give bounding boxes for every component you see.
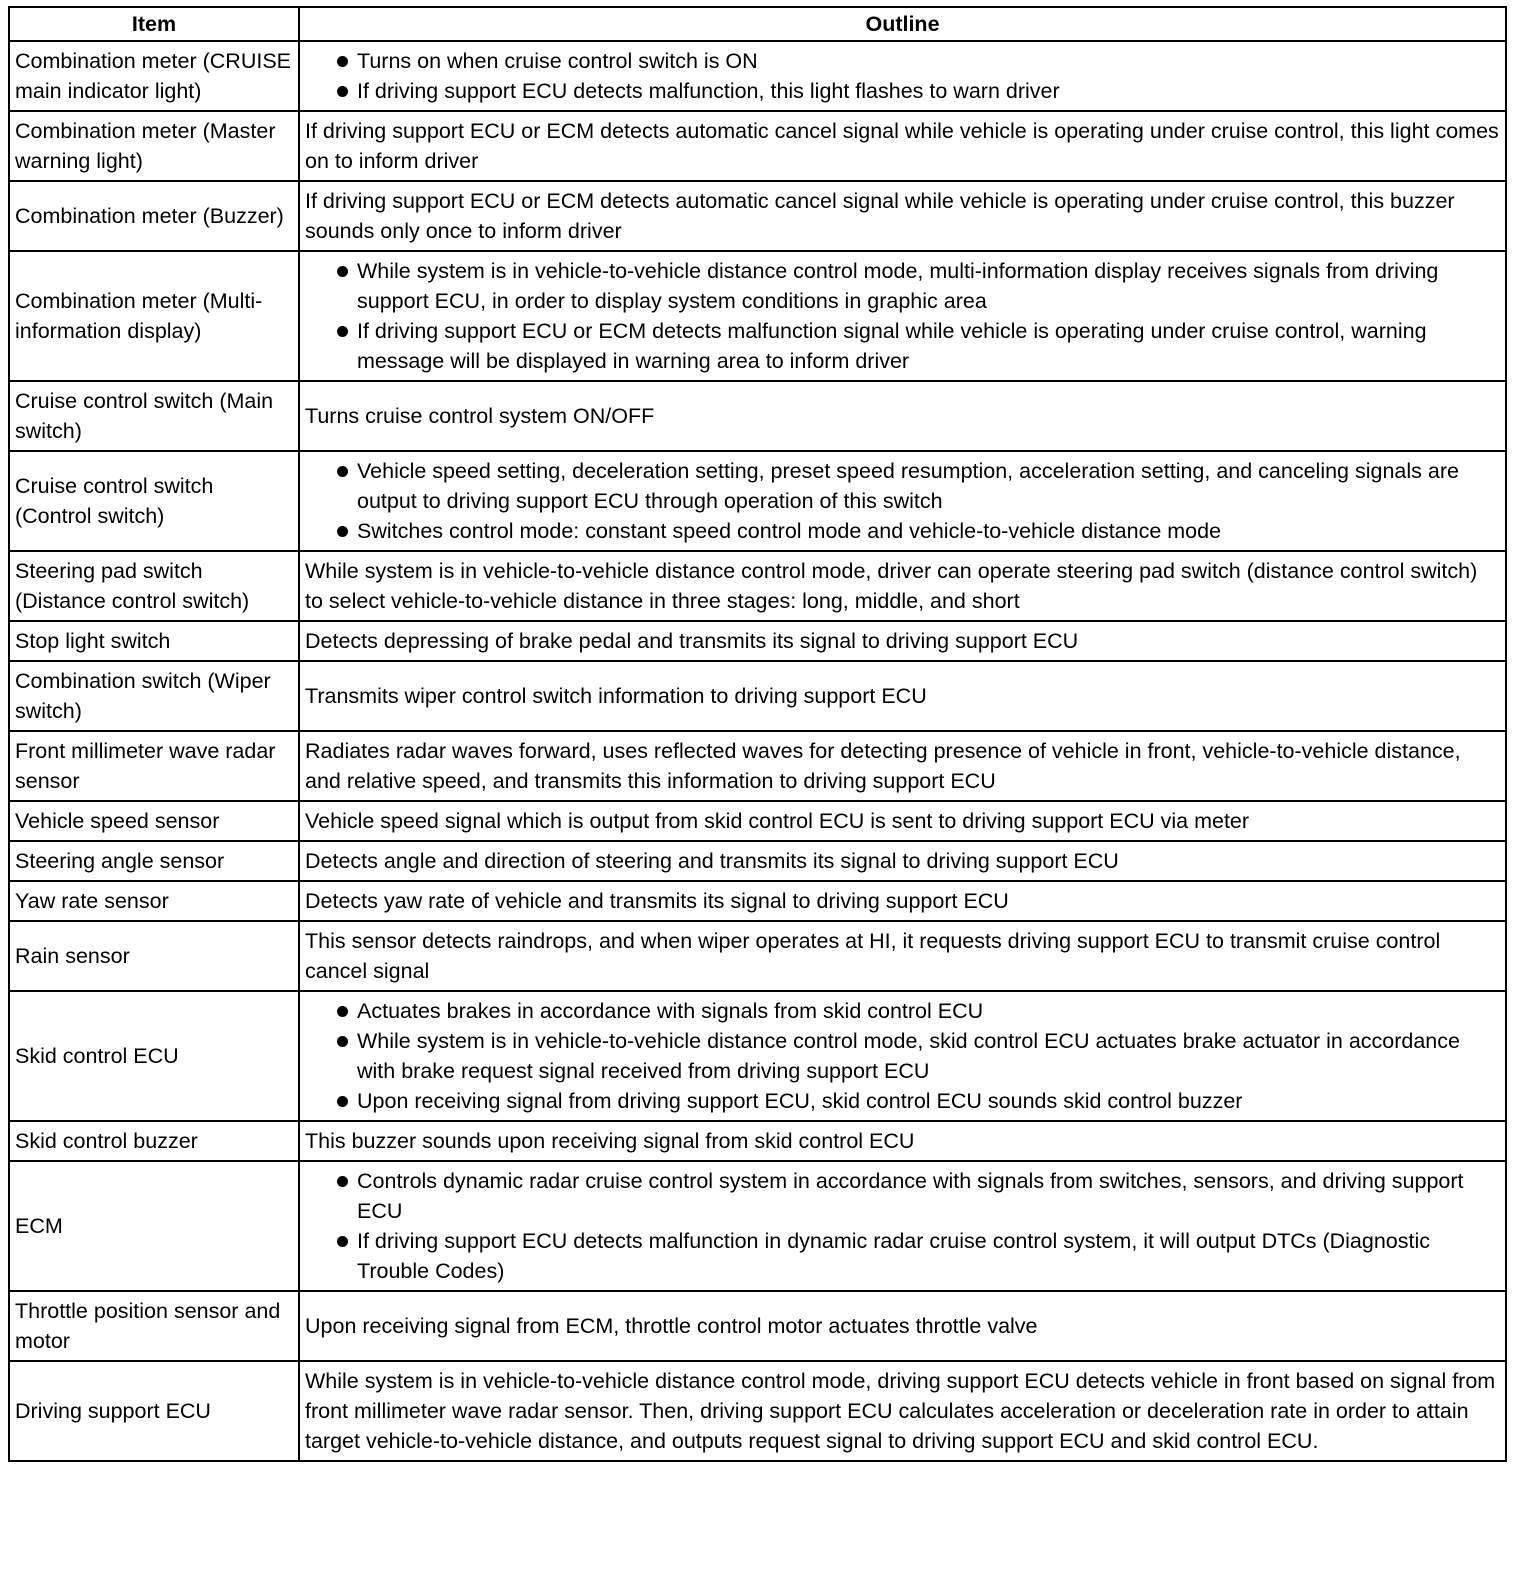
table-row	[9, 111, 1506, 181]
outline-bullet-list	[305, 1166, 1499, 1286]
table-row	[9, 621, 1506, 661]
table-row	[9, 551, 1506, 621]
outline-bullet-item: Upon receiving signal from driving support ECU, skid control ECU sounds skid control buzzer	[337, 1086, 1499, 1116]
table-row	[9, 1291, 1506, 1361]
table-body	[9, 41, 1506, 1461]
item-cell: Combination meter (CRUISE main indicator light)	[9, 41, 299, 111]
table-row	[9, 991, 1506, 1121]
item-cell: Steering angle sensor	[9, 841, 299, 881]
table-row	[9, 731, 1506, 801]
table-row	[9, 801, 1506, 841]
outline-bullet-item: If driving support ECU or ECM detects malfunction signal while vehicle is operating under cruise control, warning message will be displayed in warning area to inform driver	[337, 316, 1499, 376]
outline-cell: If driving support ECU or ECM detects automatic cancel signal while vehicle is operating under cruise control, this light comes on to inform driver	[299, 111, 1506, 181]
item-cell: Rain sensor	[9, 921, 299, 991]
table-row	[9, 251, 1506, 381]
table-row	[9, 41, 1506, 111]
item-cell: Vehicle speed sensor	[9, 801, 299, 841]
outline-bullet-list	[305, 456, 1499, 546]
item-cell: Driving support ECU	[9, 1361, 299, 1461]
item-cell: Combination meter (Multi-information display)	[9, 251, 299, 381]
table-row	[9, 881, 1506, 921]
outline-cell	[299, 41, 1506, 111]
outline-cell: Transmits wiper control switch information to driving support ECU	[299, 661, 1506, 731]
outline-bullet-list	[305, 256, 1499, 376]
table-row	[9, 1361, 1506, 1461]
item-cell: Stop light switch	[9, 621, 299, 661]
outline-bullet-item: Controls dynamic radar cruise control system in accordance with signals from switches, sensors, and driving support ECU	[337, 1166, 1499, 1226]
header-row	[9, 7, 1506, 41]
item-cell: Combination meter (Master warning light)	[9, 111, 299, 181]
outline-cell	[299, 251, 1506, 381]
outline-bullet-item: Actuates brakes in accordance with signals from skid control ECU	[337, 996, 1499, 1026]
outline-cell	[299, 1161, 1506, 1291]
outline-cell: This buzzer sounds upon receiving signal from skid control ECU	[299, 1121, 1506, 1161]
outline-bullet-item: If driving support ECU detects malfunction in dynamic radar cruise control system, it will output DTCs (Diagnostic Trouble Codes)	[337, 1226, 1499, 1286]
outline-cell: Turns cruise control system ON/OFF	[299, 381, 1506, 451]
components-table	[8, 6, 1507, 1462]
outline-cell	[299, 991, 1506, 1121]
outline-cell: Vehicle speed signal which is output from skid control ECU is sent to driving support ECU via meter	[299, 801, 1506, 841]
outline-column-header: Outline	[299, 7, 1506, 41]
item-cell: ECM	[9, 1161, 299, 1291]
item-cell: Yaw rate sensor	[9, 881, 299, 921]
outline-cell: While system is in vehicle-to-vehicle distance control mode, driving support ECU detects vehicle in front based on signal from front millimeter wave radar sensor. Then, driving support ECU calculates acceleration or deceleration rate in order to attain target vehicle-to-vehicle distance, and outputs request signal to driving support ECU and skid control ECU.	[299, 1361, 1506, 1461]
item-cell: Combination meter (Buzzer)	[9, 181, 299, 251]
table-row	[9, 921, 1506, 991]
table-row	[9, 1161, 1506, 1291]
item-column-header: Item	[9, 7, 299, 41]
table-row	[9, 661, 1506, 731]
table-row	[9, 451, 1506, 551]
outline-bullet-item: If driving support ECU detects malfunction, this light flashes to warn driver	[337, 76, 1499, 106]
outline-cell: While system is in vehicle-to-vehicle distance control mode, driver can operate steering pad switch (distance control switch) to select vehicle-to-vehicle distance in three stages: long, middle, and short	[299, 551, 1506, 621]
table-row	[9, 841, 1506, 881]
item-cell: Front millimeter wave radar sensor	[9, 731, 299, 801]
outline-cell: Detects yaw rate of vehicle and transmits its signal to driving support ECU	[299, 881, 1506, 921]
item-cell: Skid control ECU	[9, 991, 299, 1121]
item-cell: Skid control buzzer	[9, 1121, 299, 1161]
outline-bullet-item: Turns on when cruise control switch is ON	[337, 46, 1499, 76]
item-cell: Combination switch (Wiper switch)	[9, 661, 299, 731]
table-row	[9, 381, 1506, 451]
outline-cell: Detects depressing of brake pedal and transmits its signal to driving support ECU	[299, 621, 1506, 661]
item-cell: Cruise control switch (Control switch)	[9, 451, 299, 551]
outline-cell: Detects angle and direction of steering and transmits its signal to driving support ECU	[299, 841, 1506, 881]
outline-bullet-list	[305, 46, 1499, 106]
table-row	[9, 1121, 1506, 1161]
outline-cell: This sensor detects raindrops, and when wiper operates at HI, it requests driving support ECU to transmit cruise control cancel signal	[299, 921, 1506, 991]
outline-bullet-item: While system is in vehicle-to-vehicle distance control mode, skid control ECU actuates brake actuator in accordance with brake request signal received from driving support ECU	[337, 1026, 1499, 1086]
outline-cell: Radiates radar waves forward, uses reflected waves for detecting presence of vehicle in front, vehicle-to-vehicle distance, and relative speed, and transmits this information to driving support ECU	[299, 731, 1506, 801]
outline-bullet-item: Vehicle speed setting, deceleration setting, preset speed resumption, acceleration setting, and canceling signals are output to driving support ECU through operation of this switch	[337, 456, 1499, 516]
outline-bullet-list	[305, 996, 1499, 1116]
outline-cell: Upon receiving signal from ECM, throttle control motor actuates throttle valve	[299, 1291, 1506, 1361]
outline-cell	[299, 451, 1506, 551]
outline-bullet-item: While system is in vehicle-to-vehicle distance control mode, multi-information display receives signals from driving support ECU, in order to display system conditions in graphic area	[337, 256, 1499, 316]
item-cell: Steering pad switch (Distance control switch)	[9, 551, 299, 621]
item-cell: Cruise control switch (Main switch)	[9, 381, 299, 451]
outline-bullet-item: Switches control mode: constant speed control mode and vehicle-to-vehicle distance mode	[337, 516, 1499, 546]
table-row	[9, 181, 1506, 251]
item-cell: Throttle position sensor and motor	[9, 1291, 299, 1361]
outline-cell: If driving support ECU or ECM detects automatic cancel signal while vehicle is operating under cruise control, this buzzer sounds only once to inform driver	[299, 181, 1506, 251]
